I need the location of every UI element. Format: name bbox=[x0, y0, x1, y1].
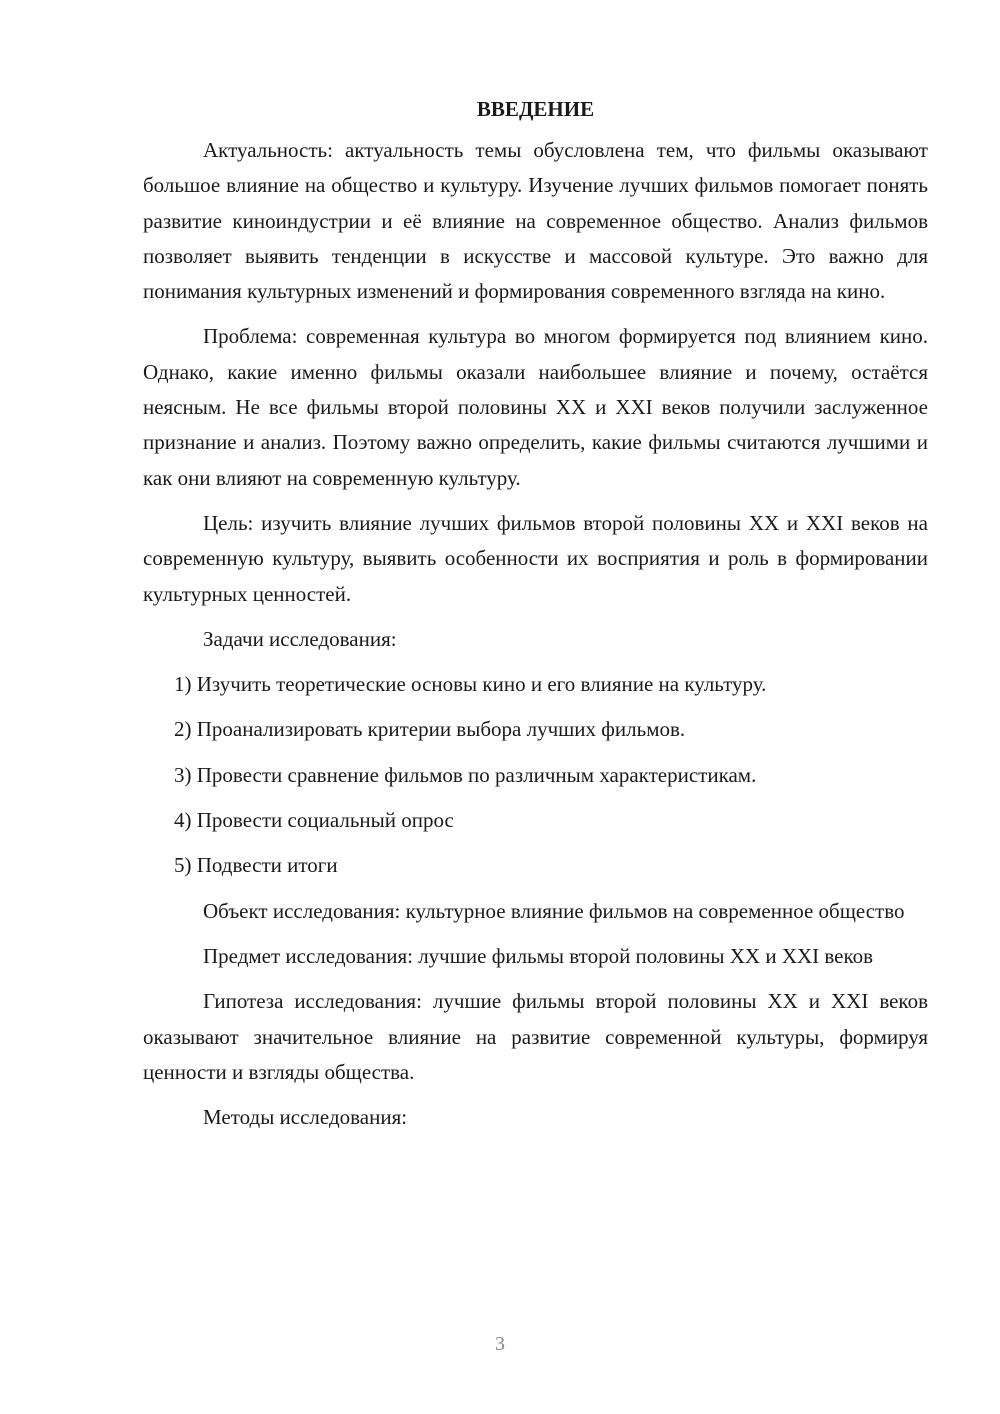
list-item: 1) Изучить теоретические основы кино и его влияние на культуру. bbox=[174, 672, 767, 697]
paragraph-subject: Предмет исследования: лучшие фильмы второй половины XX и XXI веков bbox=[203, 943, 874, 968]
methods-heading: Методы исследования: bbox=[203, 1105, 408, 1130]
page-title: ВВЕДЕНИЕ bbox=[476, 97, 595, 121]
paragraph-goal: Цель: изучить влияние лучших фильмов второй половины XX и XXI веков на современную культуру, выявить особенности их восприятия и роль в формировании культурных ценностей. bbox=[143, 510, 928, 606]
paragraph-relevance: Актуальность: актуальность темы обусловлена тем, что фильмы оказывают большое влияние на общество и культуру. Изучение лучших фильмов помогает понять развитие киноиндустрии и её влияние на современное общество. Анализ фильмов позволяет выявить тенденции в искусстве и массовой культуре. Это важно для понимания культурных изменений и формирования современного взгляда на кино. bbox=[143, 138, 928, 304]
tasks-list bbox=[143, 667, 928, 883]
list-item: 4) Провести социальный опрос bbox=[174, 808, 454, 833]
paragraph-object: Объект исследования: культурное влияние фильмов на современное общество bbox=[203, 898, 905, 923]
paragraph-problem: Проблема: современная культура во многом формируется под влиянием кино. Однако, какие именно фильмы оказали наибольшее влияние и почему, остаётся неясным. Не все фильмы второй половины XX и XXI веков получили заслуженное признание и анализ. Поэтому важно определить, какие фильмы считаются лучшими и как они влияют на современную культуру. bbox=[143, 324, 928, 490]
tasks-heading: Задачи исследования: bbox=[203, 626, 397, 651]
list-item: 3) Провести сравнение фильмов по различным характеристикам. bbox=[174, 762, 757, 787]
document-page bbox=[143, 92, 928, 1145]
page-number: 3 bbox=[495, 1333, 505, 1355]
list-item: 2) Проанализировать критерии выбора лучших фильмов. bbox=[174, 717, 686, 742]
list-item: 5) Подвести итоги bbox=[174, 853, 338, 878]
paragraph-hypothesis: Гипотеза исследования: лучшие фильмы второй половины XX и XXI веков оказывают значительное влияние на развитие современной культуры, формируя ценности и взгляды общества. bbox=[143, 989, 928, 1084]
